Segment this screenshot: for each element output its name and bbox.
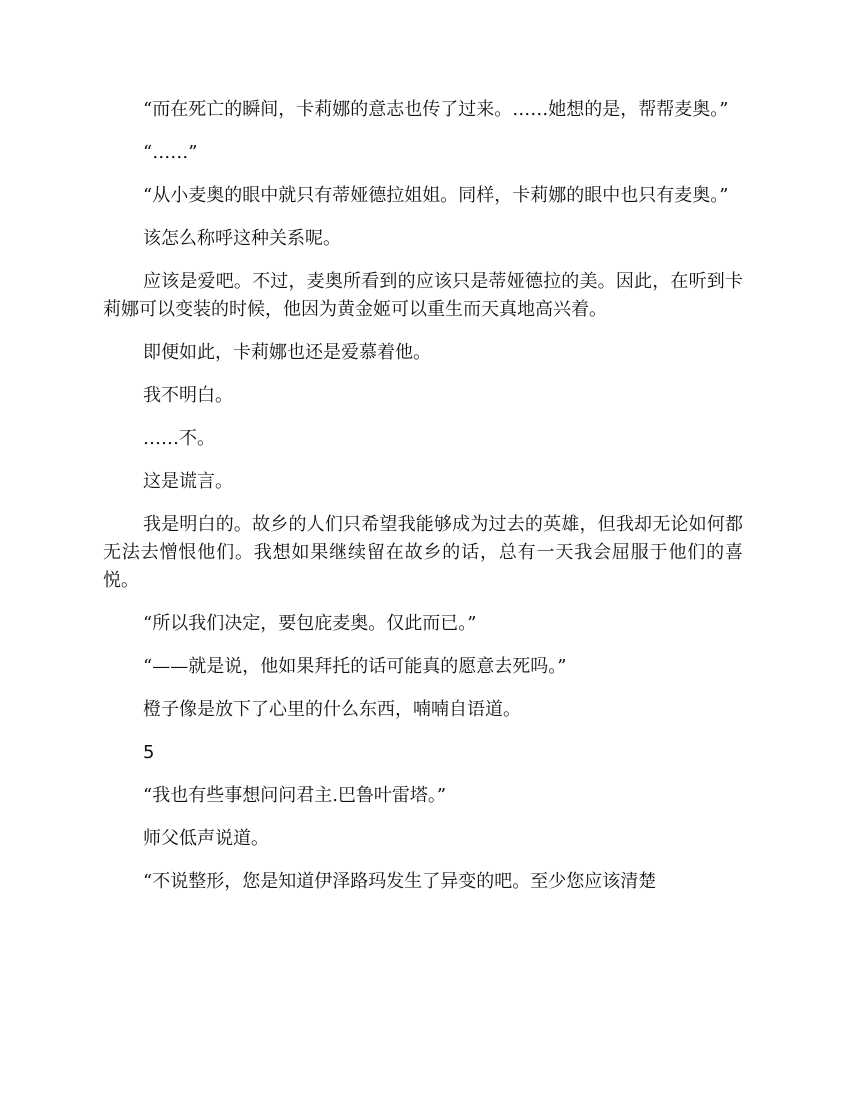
paragraph: “所以我们决定，要包庇麦奥。仅此而已。”	[143, 613, 477, 634]
paragraph: ……不。	[143, 428, 215, 449]
paragraph: “从小麦奥的眼中就只有蒂娅德拉姐姐。同样，卡莉娜的眼中也只有麦奥。”	[143, 185, 729, 206]
paragraph: “……”	[143, 142, 198, 163]
paragraph: 应该是爱吧。不过，麦奥所看到的应该只是蒂娅德拉的美。因此，在听到卡莉娜可以变装的时候，他因为黄金姬可以重生而天真地高兴着。	[103, 271, 743, 320]
paragraph: “我也有些事想问问君主.巴鲁叶雷塔。”	[143, 785, 447, 806]
paragraph: 我是明白的。故乡的人们只希望我能够成为过去的英雄，但我却无论如何都无法去憎恨他们。我想如果继续留在故乡的话，总有一天我会屈服于他们的喜悦。	[103, 514, 743, 591]
paragraph: 这是谎言。	[143, 471, 233, 492]
paragraph: “而在死亡的瞬间，卡莉娜的意志也传了过来。……她想的是，帮帮麦奥。”	[143, 99, 729, 120]
paragraph: “——就是说，他如果拜托的话可能真的愿意去死吗。”	[143, 656, 567, 677]
paragraph: 橙子像是放下了心里的什么东西，喃喃自语道。	[143, 699, 521, 720]
paragraph: “不说整形，您是知道伊泽路玛发生了异变的吧。至少您应该清楚	[143, 871, 657, 892]
document-page	[103, 96, 743, 911]
paragraph: 师父低声说道。	[143, 828, 269, 849]
paragraph: 即便如此，卡莉娜也还是爱慕着他。	[143, 342, 431, 363]
paragraph: 该怎么称呼这种关系呢。	[143, 228, 341, 249]
paragraph: 我不明白。	[143, 385, 233, 406]
section-number: 5	[143, 742, 155, 763]
